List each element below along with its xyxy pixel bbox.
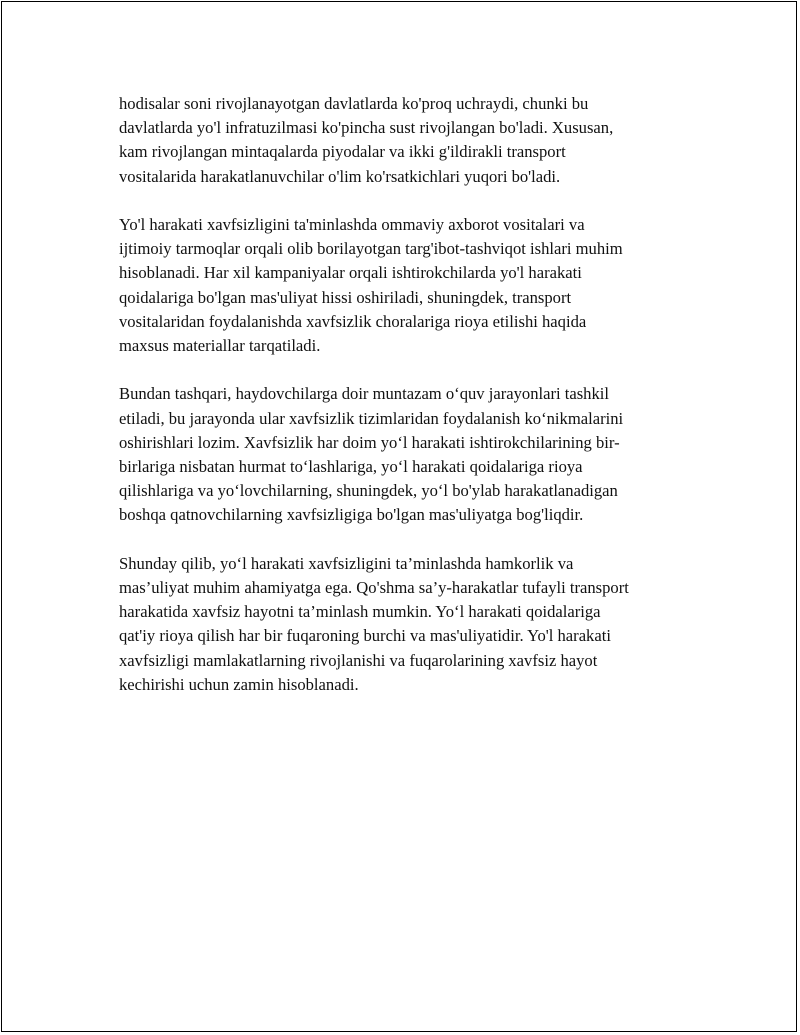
paragraph-2 [119, 213, 694, 358]
paragraph-1 [119, 92, 694, 189]
text-line: boshqa qatnovchilarning xavfsizligiga bo'lgan mas'uliyatga bog'liqdir. [119, 505, 584, 525]
text-line: qoidalariga bo'lgan mas'uliyat hissi oshiriladi, shuningdek, transport [119, 287, 572, 307]
text-line: hisoblanadi. Har xil kampaniyalar orqali ishtirokchilarda yo'l harakati [119, 263, 582, 283]
text-line: oshirishlari lozim. Xavfsizlik har doim yo‘l harakati ishtirokchilarining bir- [119, 432, 620, 452]
text-line: davlatlarda yo'l infratuzilmasi ko'pincha sust rivojlangan bo'ladi. Xususan, [119, 118, 614, 138]
text-line: Shunday qilib, yo‘l harakati xavfsizligini ta’minlashda hamkorlik va [119, 553, 574, 573]
text-line: birlariga nisbatan hurmat to‘lashlariga, yo‘l harakati qoidalariga rioya [119, 457, 583, 477]
text-line: vositalarida harakatlanuvchilar o'lim ko'rsatkichlari yuqori bo'ladi. [119, 166, 561, 186]
text-line: qilishlariga va yo‘lovchilarning, shuningdek, yo‘l bo'ylab harakatlanadigan [119, 481, 618, 501]
text-line: Bundan tashqari, haydovchilarga doir muntazam o‘quv jarayonlari tashkil [119, 384, 609, 404]
paragraph-4 [119, 552, 694, 697]
document-body [119, 92, 694, 721]
text-line: kechirishi uchun zamin hisoblanadi. [119, 674, 359, 694]
text-line: kam rivojlangan mintaqalarda piyodalar va ikki g'ildirakli transport [119, 142, 566, 162]
text-line: xavfsizligi mamlakatlarning rivojlanishi va fuqarolarining xavfsiz hayot [119, 650, 598, 670]
text-line: vositalaridan foydalanishda xavfsizlik choralariga rioya etilishi haqida [119, 311, 587, 331]
text-line: hodisalar soni rivojlanayotgan davlatlarda ko'proq uchraydi, chunki bu [119, 94, 589, 113]
text-line: Yo'l harakati xavfsizligini ta'minlashda ommaviy axborot vositalari va [119, 215, 585, 234]
text-line: ijtimoiy tarmoqlar orqali olib borilayotgan targ'ibot-tashviqot ishlari muhim [119, 239, 623, 259]
document-page [1, 1, 797, 1032]
text-line: harakatida xavfsiz hayotni ta’minlash mumkin. Yo‘l harakati qoidalariga [119, 602, 601, 622]
text-line: mas’uliyat muhim ahamiyatga ega. Qo'shma sa’y-harakatlar tufayli transport [119, 578, 629, 598]
paragraph-3 [119, 382, 694, 527]
text-line: maxsus materiallar tarqatiladi. [119, 336, 321, 356]
text-line: qat'iy rioya qilish har bir fuqaroning burchi va mas'uliyatidir. Yo'l harakati [119, 626, 611, 646]
text-line: etiladi, bu jarayonda ular xavfsizlik tizimlaridan foydalanish ko‘nikmalarini [119, 408, 624, 428]
